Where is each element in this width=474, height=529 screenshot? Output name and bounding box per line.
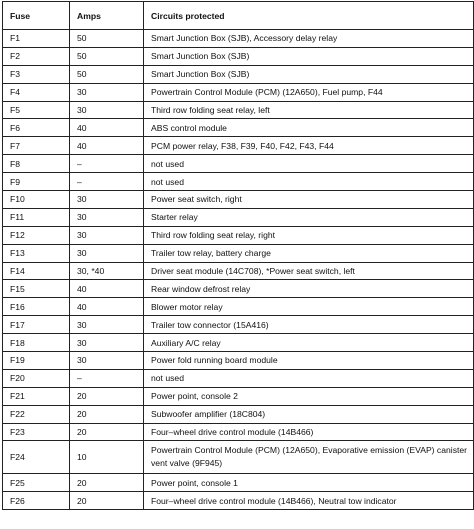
fuse-cell: F14	[3, 262, 70, 280]
circuits-cell: Power fold running board module	[144, 352, 474, 370]
header-circuits: Circuits protected	[144, 2, 474, 30]
amps-cell: 30	[70, 244, 144, 262]
table-row	[3, 208, 474, 226]
table-row	[3, 492, 474, 510]
amps-cell: 30	[70, 334, 144, 352]
amps-cell: 30, *40	[70, 262, 144, 280]
circuits-cell: Trailer tow connector (15A416)	[144, 316, 474, 334]
fuse-cell: F1	[3, 30, 70, 48]
circuits-cell: Smart Junction Box (SJB), Accessory delay relay	[144, 30, 474, 48]
fuse-cell: F22	[3, 405, 70, 423]
fuse-cell: F5	[3, 101, 70, 119]
circuits-cell: ABS control module	[144, 119, 474, 137]
amps-cell: 30	[70, 352, 144, 370]
amps-cell: 30	[70, 208, 144, 226]
table-row	[3, 280, 474, 298]
amps-cell: 50	[70, 65, 144, 83]
table-row	[3, 244, 474, 262]
circuits-cell: Four–wheel drive control module (14B466), Neutral tow indicator	[144, 492, 474, 510]
amps-cell: 30	[70, 191, 144, 209]
table-row	[3, 226, 474, 244]
amps-cell: 20	[70, 492, 144, 510]
fuse-cell: F16	[3, 298, 70, 316]
circuits-cell: PCM power relay, F38, F39, F40, F42, F43, F44	[144, 137, 474, 155]
table-row	[3, 405, 474, 423]
amps-cell: 30	[70, 316, 144, 334]
circuits-cell: Powertrain Control Module (PCM) (12A650), Evaporative emission (EVAP) canister vent valve (9F945)	[144, 441, 474, 474]
amps-cell: 40	[70, 280, 144, 298]
fuse-cell: F21	[3, 387, 70, 405]
circuits-cell: Third row folding seat relay, right	[144, 226, 474, 244]
table-row	[3, 262, 474, 280]
table-row	[3, 101, 474, 119]
circuits-cell: Auxiliary A/C relay	[144, 334, 474, 352]
circuits-cell: Trailer tow relay, battery charge	[144, 244, 474, 262]
circuits-cell: not used	[144, 369, 474, 387]
amps-cell: 10	[70, 441, 144, 474]
circuits-cell: Driver seat module (14C708), *Power seat switch, left	[144, 262, 474, 280]
amps-cell: 20	[70, 387, 144, 405]
fuse-cell: F13	[3, 244, 70, 262]
amps-cell: 40	[70, 119, 144, 137]
fuse-cell: F25	[3, 474, 70, 492]
table-row	[3, 334, 474, 352]
table-row	[3, 137, 474, 155]
amps-cell: 30	[70, 226, 144, 244]
table-row	[3, 119, 474, 137]
table-row	[3, 155, 474, 173]
amps-cell: –	[70, 173, 144, 191]
amps-cell: 50	[70, 47, 144, 65]
header-amps: Amps	[70, 2, 144, 30]
circuits-cell: Starter relay	[144, 208, 474, 226]
fuse-table	[2, 1, 474, 510]
table-row	[3, 298, 474, 316]
amps-cell: –	[70, 369, 144, 387]
circuits-cell: Powertrain Control Module (PCM) (12A650), Fuel pump, F44	[144, 83, 474, 101]
fuse-cell: F12	[3, 226, 70, 244]
fuse-cell: F26	[3, 492, 70, 510]
circuits-cell: Smart Junction Box (SJB)	[144, 47, 474, 65]
table-row	[3, 387, 474, 405]
fuse-cell: F6	[3, 119, 70, 137]
amps-cell: 20	[70, 405, 144, 423]
table-row	[3, 423, 474, 441]
circuits-cell: Power point, console 1	[144, 474, 474, 492]
amps-cell: 40	[70, 298, 144, 316]
table-row	[3, 352, 474, 370]
fuse-cell: F9	[3, 173, 70, 191]
fuse-cell: F18	[3, 334, 70, 352]
fuse-cell: F4	[3, 83, 70, 101]
fuse-cell: F8	[3, 155, 70, 173]
table-row	[3, 369, 474, 387]
fuse-cell: F15	[3, 280, 70, 298]
amps-cell: 30	[70, 101, 144, 119]
table-row	[3, 83, 474, 101]
amps-cell: 50	[70, 30, 144, 48]
fuse-cell: F17	[3, 316, 70, 334]
circuits-cell: Blower motor relay	[144, 298, 474, 316]
circuits-cell: not used	[144, 173, 474, 191]
amps-cell: 20	[70, 423, 144, 441]
circuits-cell: Power point, console 2	[144, 387, 474, 405]
circuits-cell: not used	[144, 155, 474, 173]
table-row	[3, 30, 474, 48]
table-row	[3, 47, 474, 65]
fuse-cell: F23	[3, 423, 70, 441]
fuse-cell: F3	[3, 65, 70, 83]
header-row	[3, 2, 474, 30]
table-row	[3, 474, 474, 492]
circuits-cell: Smart Junction Box (SJB)	[144, 65, 474, 83]
circuits-cell: Power seat switch, right	[144, 191, 474, 209]
circuits-cell: Four–wheel drive control module (14B466)	[144, 423, 474, 441]
circuits-cell: Rear window defrost relay	[144, 280, 474, 298]
circuits-cell: Subwoofer amplifier (18C804)	[144, 405, 474, 423]
fuse-cell: F19	[3, 352, 70, 370]
amps-cell: 20	[70, 474, 144, 492]
table-row	[3, 441, 474, 474]
fuse-cell: F10	[3, 191, 70, 209]
header-fuse: Fuse	[3, 2, 70, 30]
amps-cell: 30	[70, 83, 144, 101]
table-row	[3, 65, 474, 83]
fuse-cell: F24	[3, 441, 70, 474]
table-row	[3, 173, 474, 191]
fuse-cell: F20	[3, 369, 70, 387]
fuse-cell: F2	[3, 47, 70, 65]
amps-cell: 40	[70, 137, 144, 155]
table-row	[3, 191, 474, 209]
circuits-cell: Third row folding seat relay, left	[144, 101, 474, 119]
amps-cell: –	[70, 155, 144, 173]
fuse-cell: F7	[3, 137, 70, 155]
fuse-cell: F11	[3, 208, 70, 226]
table-row	[3, 316, 474, 334]
